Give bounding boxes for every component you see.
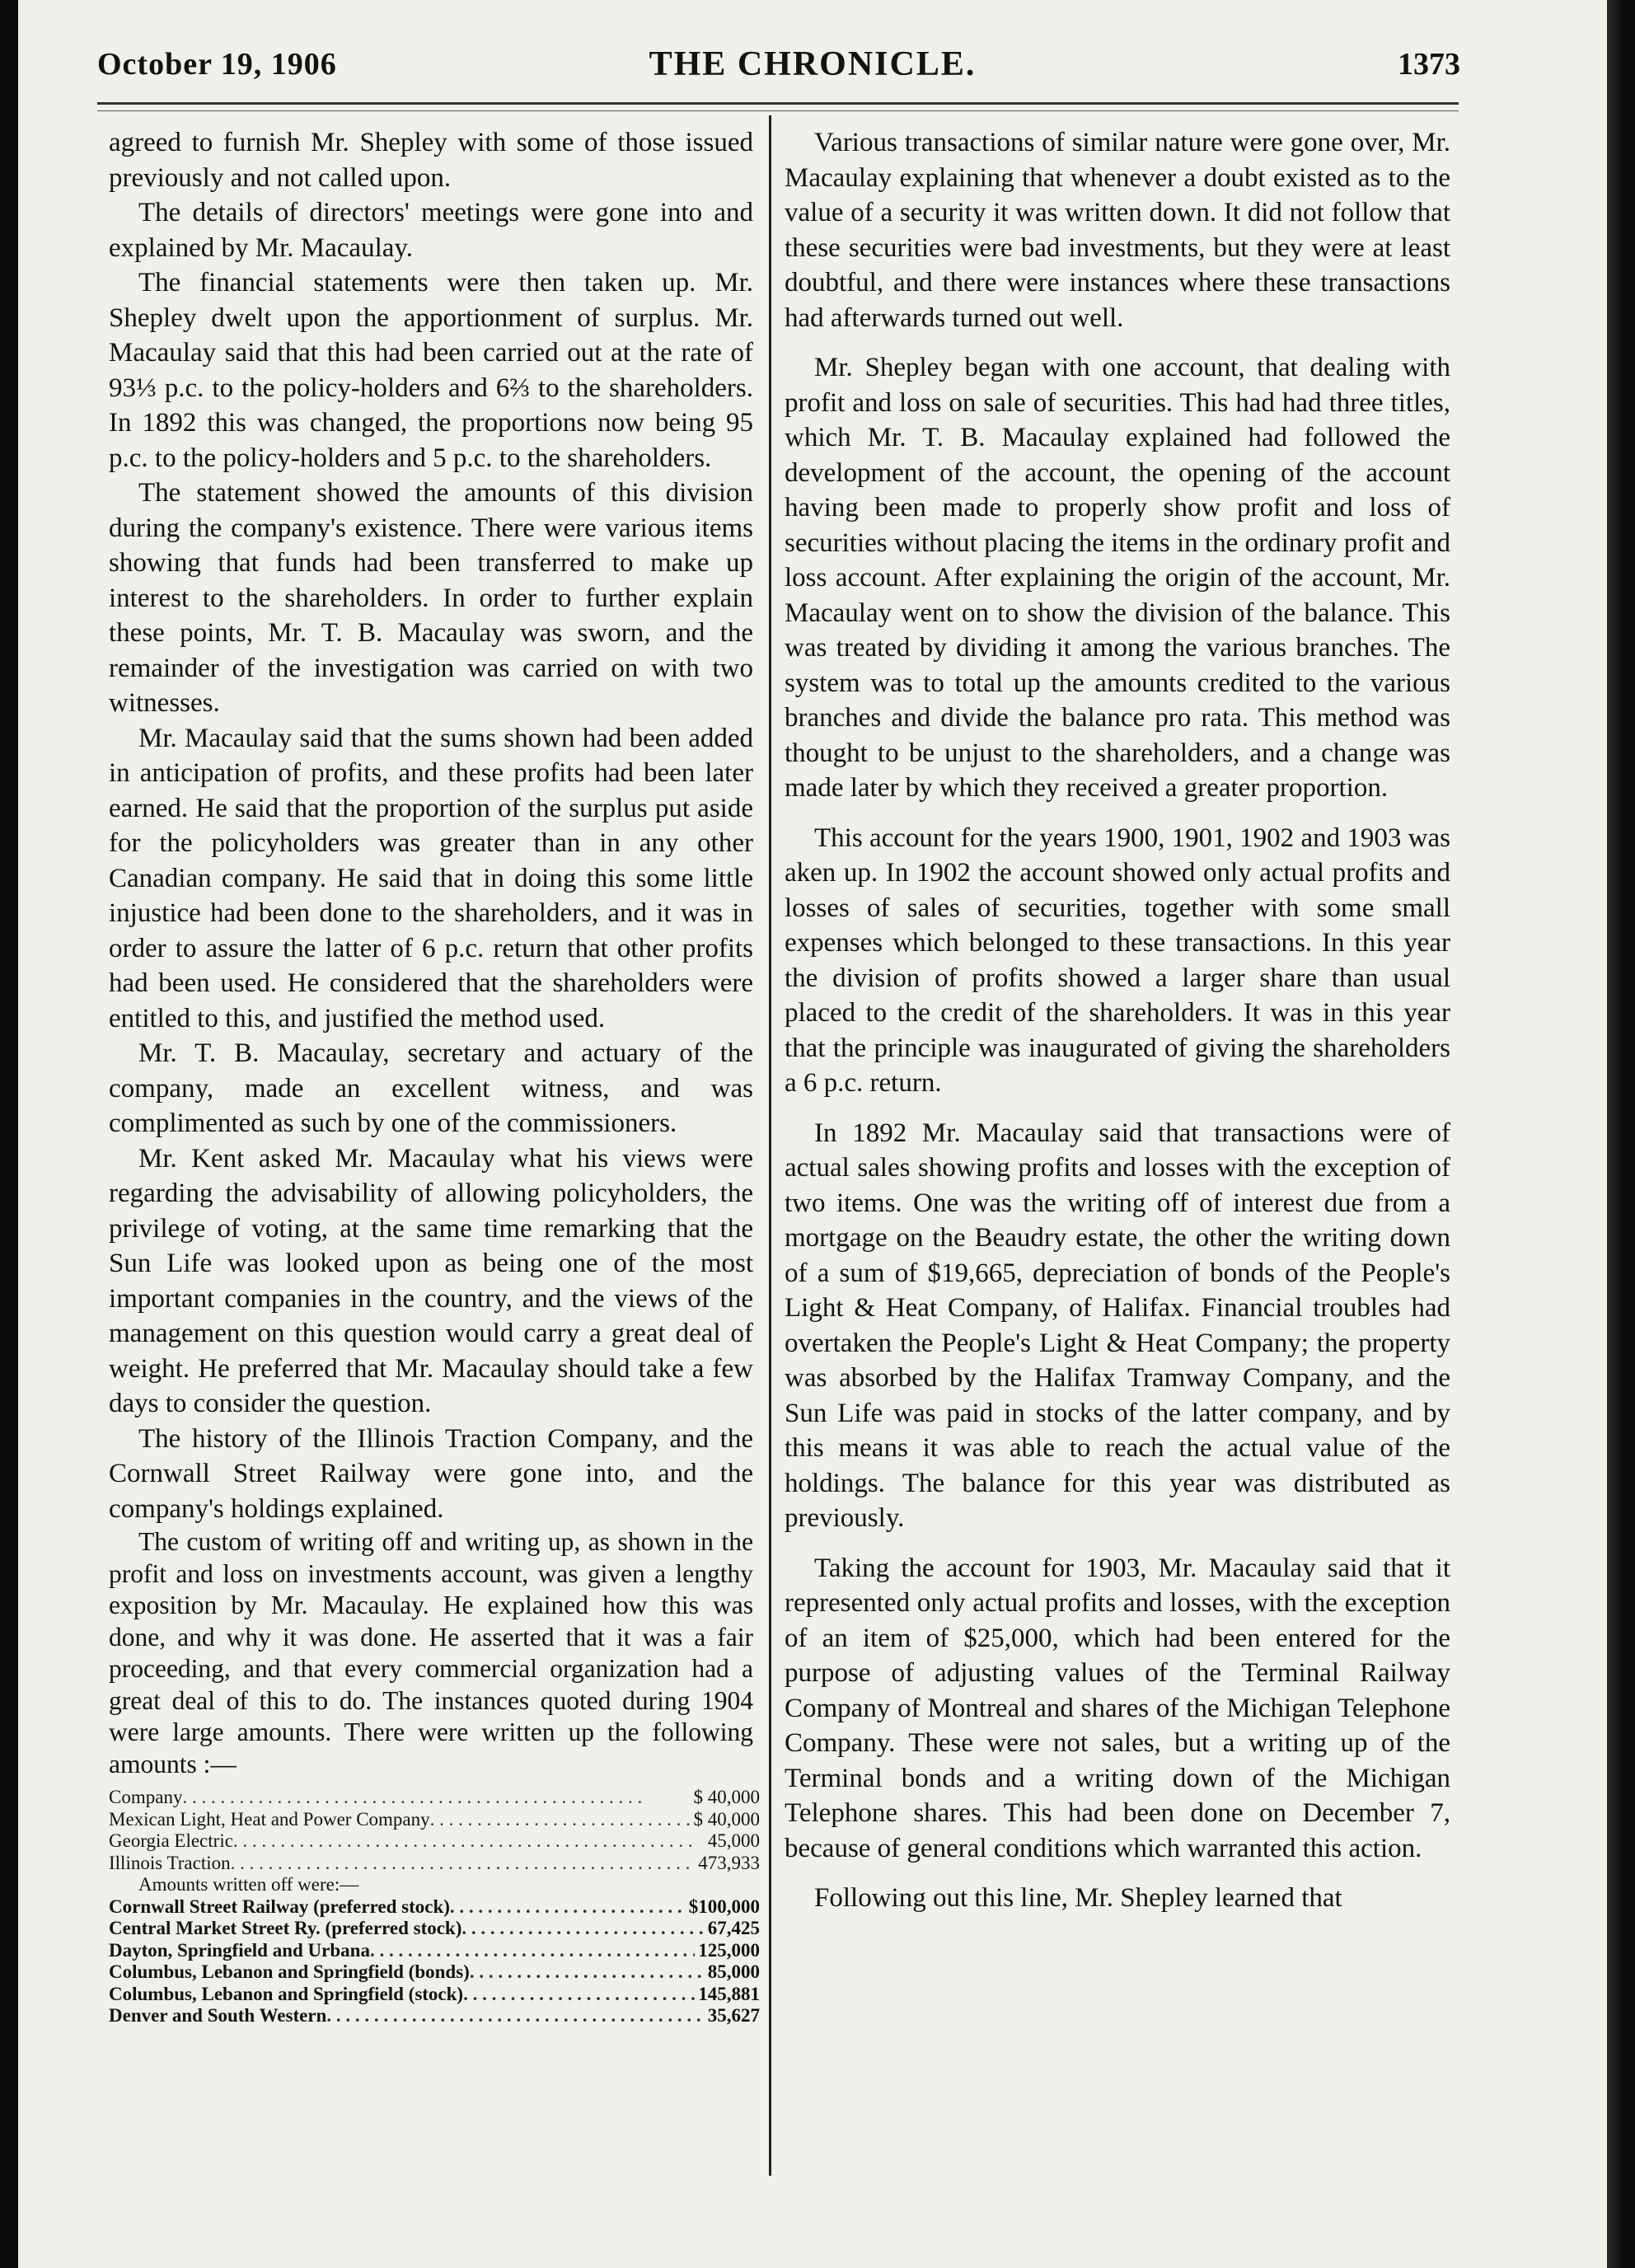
- row-label: Dayton, Springfield and Urbana: [109, 1939, 370, 1961]
- table-row: [109, 1984, 760, 2006]
- row-amount: 67,425: [707, 1918, 760, 1938]
- header-rule-right: [931, 102, 1459, 111]
- table-row: [109, 1961, 760, 1984]
- row-amount: $ 40,000: [693, 1808, 760, 1830]
- row-amount: $ 40,000: [693, 1787, 760, 1807]
- written-off-heading: Amounts written off were:—: [138, 1874, 359, 1895]
- paragraph: agreed to furnish Mr. Shepley with some of those issued previously and not called upon.: [109, 128, 753, 193]
- masthead-title: THE CHRONICLE.: [649, 45, 977, 83]
- paragraph: Taking the account for 1903, Mr. Macaulay said that it represented only actual profits and losses, with the exception of an item of $25,000, which had been entered for the purpose of adjusting values of the Terminal Railway Company of Montreal and shares of the Michigan Telephone Company. These were not sales, but a writing up of the Terminal bonds and a writing down of the Michigan Telephone shares. This had been done on December 7, because of general conditions which warranted this action.: [785, 1553, 1450, 1863]
- row-label: Denver and South Western: [109, 2005, 327, 2026]
- column-divider: [769, 115, 771, 2176]
- paragraph: The financial statements were then taken up. Mr. Shepley dwelt upon the apportionment of surplus. Mr. Macaulay said that this had been carried out at the rate of 93⅓ p.c. to the policy-holders and 6⅔ to the shareholders. In 1892 this was changed, the proportions now being 95 p.c. to the policy-holders and 5 p.c. to the shareholders.: [109, 268, 753, 473]
- paragraph: Various transactions of similar nature were gone over, Mr. Macaulay explaining that whenever a doubt existed as to the value of a security it was written down. It did not follow that these securities were bad investments, but they were at least doubtful, and there were instances where these transactions had afterwards turned out well.: [785, 128, 1450, 333]
- written-up-table: [109, 1787, 760, 2027]
- row-label: Georgia Electric: [109, 1830, 233, 1851]
- row-label: Mexican Light, Heat and Power Company: [109, 1808, 430, 1830]
- paragraph: The history of the Illinois Traction Company, and the Cornwall Street Railway were gone into, and the company's holdings explained.: [109, 1423, 753, 1524]
- newspaper-page: [18, 0, 1607, 2268]
- left-column: [109, 125, 760, 2027]
- table-row: [109, 1896, 760, 1919]
- table-row: [109, 1918, 760, 1940]
- scan-edge: [1607, 0, 1635, 2268]
- table-row: [109, 1940, 760, 1962]
- row-label: Cornwall Street Railway (preferred stock): [109, 1895, 450, 1917]
- row-label: Central Market Street Ry. (preferred stock): [109, 1918, 462, 1938]
- row-label: Illinois Traction: [109, 1852, 231, 1873]
- paragraph: Following out this line, Mr. Shepley learned that: [814, 1883, 1342, 1913]
- row-amount: $100,000: [688, 1895, 760, 1917]
- paragraph: The custom of writing off and writing up, as shown in the profit and loss on investments account, was given a lengthy exposition by Mr. Macaulay. He explained how this was done, and why it was done. He asserted that it was a fair proceeding, and that every commercial organization had a great deal of this to do. The instances quoted during 1904 were large amounts. There were written up the following amounts :—: [109, 1527, 753, 1778]
- paragraph: Mr. Shepley began with one account, that dealing with profit and loss on sale of securities. This had had three titles, which Mr. T. B. Macaulay explained had followed the development of the account, the opening of the account having been made to properly show profit and loss of securities without placing the items in the ordinary profit and loss account. After explaining the origin of the account, Mr. Macaulay went on to show the division of the balance. This was treated by dividing it among the various branches. The system was to total up the amounts credited to the various branches and divide the balance pro rata. This method was thought to be unjust to the shareholders, and a change was made later by which they received a greater proportion.: [785, 353, 1450, 803]
- right-column: [785, 125, 1450, 1931]
- row-label: Columbus, Lebanon and Springfield (bonds): [109, 1961, 470, 1982]
- paragraph: This account for the years 1900, 1901, 1902 and 1903 was aken up. In 1902 the account showed only actual profits and losses of sales of securities, together with some small expenses which belonged to these transactions. In this year the division of profits showed a larger share than usual placed to the credit of the shareholders. It was in this year that the principle was inaugurated of giving the shareholders a 6 p.c. return.: [785, 822, 1450, 1098]
- table-row: [109, 1830, 760, 1853]
- page-number: 1373: [1398, 47, 1460, 82]
- page-header: [18, 43, 1607, 92]
- row-label: Company: [109, 1787, 183, 1807]
- paragraph: The details of directors' meetings were gone into and explained by Mr. Macaulay.: [109, 198, 753, 263]
- row-amount: 35,627: [707, 2005, 760, 2026]
- paragraph: Mr. Kent asked Mr. Macaulay what his views were regarding the advisability of allowing policyholders, the privilege of voting, at the same time remarking that the Sun Life was looked upon as being one of the most important companies in the country, and the views of the management on this question would carry a great deal of weight. He preferred that Mr. Macaulay should take a few days to consider the question.: [109, 1143, 753, 1418]
- row-amount: 85,000: [707, 1961, 760, 1982]
- table-row: [109, 2005, 760, 2027]
- paragraph: In 1892 Mr. Macaulay said that transactions were of actual sales showing profits and losses with the exception of two items. One was the writing off of interest due from a mortgage on the Beaudry estate, the other the writing down of a sum of $19,665, depreciation of bonds of the People's Light & Heat Company, of Halifax. Financial troubles had overtaken the People's Light & Heat Company; the property was absorbed by the Halifax Tramway Company, and the Sun Life was paid in stocks of the latter company, and by this means it was able to reach the actual value of the holdings. The balance for this year was distributed as previously.: [785, 1118, 1450, 1533]
- row-amount: 473,933: [698, 1852, 760, 1873]
- table-row: [109, 1787, 760, 1809]
- row-amount: 145,881: [698, 1983, 760, 2004]
- table-row: [109, 1809, 760, 1831]
- row-amount: 125,000: [698, 1939, 760, 1961]
- issue-date: October 19, 1906: [97, 47, 337, 82]
- row-label: Columbus, Lebanon and Springfield (stock): [109, 1983, 464, 2004]
- table-row: [109, 1853, 760, 1875]
- row-amount: 45,000: [707, 1830, 760, 1851]
- header-rule-left: [97, 102, 946, 111]
- paragraph: Mr. Macaulay said that the sums shown had been added in anticipation of profits, and these profits had been later earned. He said that the proportion of the surplus put aside for the policyholders was greater than in any other Canadian company. He said that in doing this some little injustice had been done to the shareholders, and it was in order to assure the latter of 6 p.c. return that other profits had been used. He considered that the shareholders were entitled to this, and justified the method used.: [109, 723, 753, 1033]
- paragraph: The statement showed the amounts of this division during the company's existence. There were various items showing that funds had been transferred to make up interest to the shareholders. In order to further explain these points, Mr. T. B. Macaulay was sworn, and the remainder of the investigation was carried on with two witnesses.: [109, 478, 753, 718]
- paragraph: Mr. T. B. Macaulay, secretary and actuary of the company, made an excellent witness, and was complimented as such by one of the commissioners.: [109, 1038, 753, 1138]
